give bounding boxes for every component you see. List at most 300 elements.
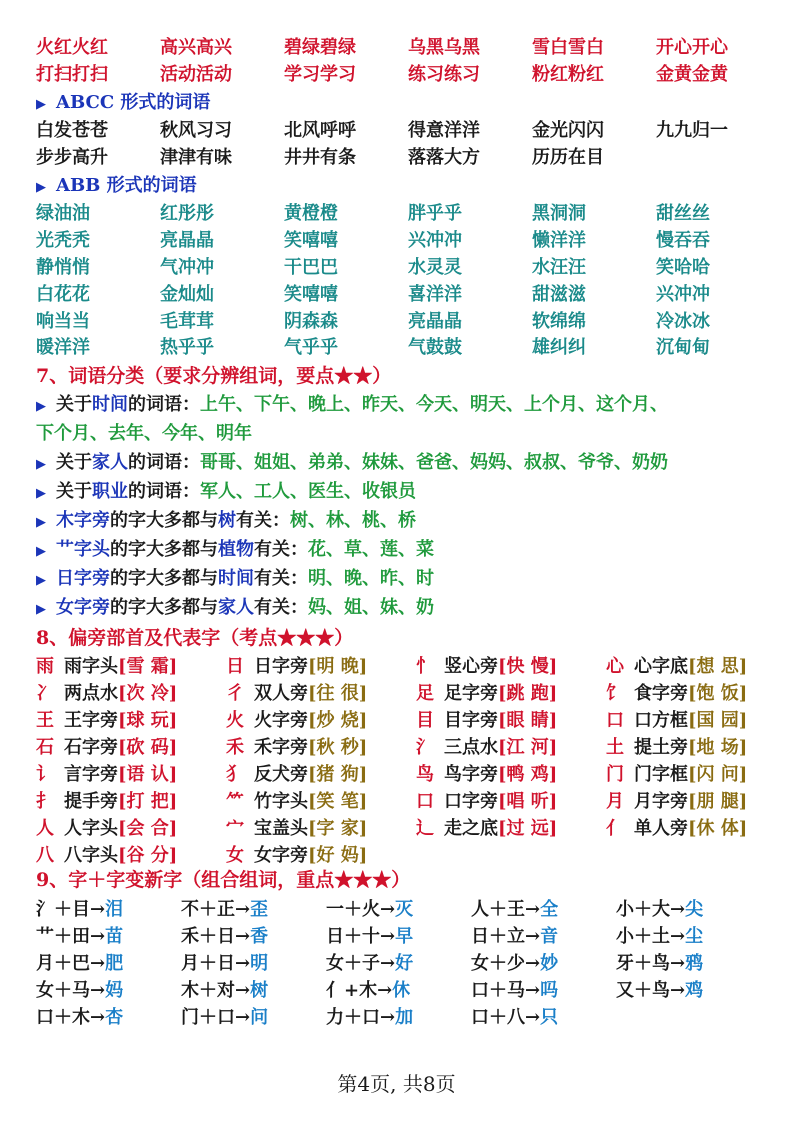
radical-char: 讠: [36, 764, 54, 785]
radical-char: 足: [416, 683, 434, 704]
label: 的字大多都与: [110, 597, 218, 618]
radical-examples: [快 慢]: [498, 656, 558, 677]
radical-name: 三点水: [444, 737, 498, 758]
triangle-bullet-icon: ▶: [36, 486, 46, 501]
word: 胖乎乎: [408, 203, 462, 224]
radical-name: 反犬旁: [254, 764, 308, 785]
radical-char: 宀: [226, 818, 244, 839]
radical-name: 单人旁: [634, 818, 688, 839]
radical-char: 门: [606, 764, 624, 785]
words: 妈、姐、妹、奶: [308, 597, 434, 618]
word: 高兴高兴: [160, 37, 232, 58]
combo-entry: [616, 923, 761, 951]
radical-name: 月字旁: [634, 791, 688, 812]
radical-name: 人字头: [64, 818, 118, 839]
combo-formula: 亻+木→: [326, 980, 393, 1001]
words: 哥哥、姐姐、弟弟、妹妹、爸爸、妈妈、叔叔、爷爷、奶奶: [200, 452, 668, 473]
word: 干巴巴: [284, 257, 338, 278]
word: 得意洋洋: [408, 120, 480, 141]
triangle-bullet-icon: ▶: [36, 97, 46, 112]
radical-entry: [416, 788, 606, 816]
word: 软绵绵: [532, 311, 586, 332]
radical-examples: [打 把]: [118, 791, 178, 812]
label: 关于: [56, 394, 92, 415]
abb-row-6: [36, 334, 786, 362]
radical-examples: [球 玩]: [118, 710, 178, 731]
radical-examples: [鸭 鸡]: [498, 764, 558, 785]
word: 黑洞洞: [532, 203, 586, 224]
abcc-heading-text: ABCC 形式的词语: [56, 92, 211, 113]
radical-char: 口: [606, 710, 624, 731]
radical-name: 走之底: [444, 818, 498, 839]
radical-char: 饣: [606, 683, 624, 704]
combo-result: 妙: [540, 953, 559, 974]
abb-row-5: [36, 308, 786, 336]
radical-name: 心字底: [634, 656, 688, 677]
radical-char: 雨: [36, 656, 54, 677]
radical-name: 言字旁: [64, 764, 118, 785]
abb-heading: [36, 172, 786, 200]
combo-entry: [36, 1004, 181, 1032]
section-8-title: 8、偏旁部首及代表字（考点★★★）: [36, 627, 354, 649]
radical-row: [36, 680, 786, 708]
radical-entry: [606, 707, 793, 735]
radical-name: 竖心旁: [444, 656, 498, 677]
word: 粉红粉红: [532, 64, 604, 85]
label: 的字大多都与: [110, 510, 218, 531]
radical-entry: [416, 761, 606, 789]
radical-examples: [地 场]: [688, 737, 748, 758]
radical-examples: [跳 跑]: [498, 683, 558, 704]
aabb-row-2: [36, 61, 786, 89]
triangle-bullet-icon: ▶: [36, 457, 46, 472]
radical-entry: [226, 815, 416, 843]
radical-char: 火: [226, 710, 244, 731]
radical-entry: [606, 815, 793, 843]
radical-examples: [想 思]: [688, 656, 748, 677]
radical-name: 火字旁: [254, 710, 308, 731]
abb-heading-text: ABB 形式的词语: [56, 175, 197, 196]
keyword: 家人: [92, 452, 128, 473]
label: 的词语：: [128, 481, 200, 502]
abcc-heading: [36, 89, 786, 117]
combo-formula: 小＋大→: [616, 899, 686, 920]
abb-row-2: [36, 227, 786, 255]
combo-formula: 氵＋目→: [36, 899, 106, 920]
word: 北风呼呼: [284, 120, 356, 141]
page-footer: 第4页, 共8页: [337, 1072, 456, 1096]
combo-entry: [616, 896, 761, 924]
combo-result: 香: [250, 926, 269, 947]
radical-entry: [226, 761, 416, 789]
words: 上午、下午、晚上、昨天、今天、明天、上个月、这个月、: [200, 394, 668, 415]
radical-entry: [36, 761, 226, 789]
radical-examples: [唱 听]: [498, 791, 558, 812]
triangle-bullet-icon: ▶: [36, 573, 46, 588]
radical-char: 禾: [226, 737, 244, 758]
section-9-title: 9、字＋字变新字（组合组词，重点★★★）: [36, 869, 411, 891]
radical-entry: [226, 788, 416, 816]
word: 金灿灿: [160, 284, 214, 305]
s7-grass: [36, 536, 786, 564]
radical-entry: [416, 653, 606, 681]
radical-char: 冫: [36, 683, 54, 704]
word: 喜洋洋: [408, 284, 462, 305]
label: 有关：: [254, 539, 308, 560]
radical-entry: [36, 680, 226, 708]
word: 活动活动: [160, 64, 232, 85]
abcc-row-2: [36, 144, 786, 172]
combo-formula: 女＋马→: [36, 980, 106, 1001]
radical-row: [36, 734, 786, 762]
word: 兴冲冲: [408, 230, 462, 251]
combo-result: 早: [395, 926, 414, 947]
word: 打扫打扫: [36, 64, 108, 85]
word: 历历在目: [532, 147, 604, 168]
abcc-row-1: [36, 117, 786, 145]
combo-formula: 女＋子→: [326, 953, 396, 974]
combo-row: [36, 977, 786, 1005]
radical-name: 八字头: [64, 845, 118, 866]
combo-formula: 口＋八→: [471, 1007, 541, 1028]
radical-name: 足字旁: [444, 683, 498, 704]
radical-entry: [36, 788, 226, 816]
combo-formula: 日＋十→: [326, 926, 396, 947]
radical-examples: [饱 饭]: [688, 683, 748, 704]
abb-row-3: [36, 254, 786, 282]
combo-formula: 小＋土→: [616, 926, 686, 947]
word: 笑嘻嘻: [284, 284, 338, 305]
radical-entry: [36, 815, 226, 843]
radical-name: 日字旁: [254, 656, 308, 677]
combo-formula: 不＋正→: [181, 899, 251, 920]
radical-examples: [明 晚]: [308, 656, 368, 677]
radical-examples: [雪 霜]: [118, 656, 178, 677]
combo-entry: [181, 923, 326, 951]
combo-entry: [471, 950, 616, 978]
word: 气鼓鼓: [408, 337, 462, 358]
radical-name: 王字旁: [64, 710, 118, 731]
radical-name: 禾字旁: [254, 737, 308, 758]
combo-entry: [616, 977, 761, 1005]
radical-char: ⺮: [226, 791, 244, 812]
combo-entry: [181, 1004, 326, 1032]
radical-examples: [炒 烧]: [308, 710, 368, 731]
combo-entry: [326, 1004, 471, 1032]
combo-entry: [181, 896, 326, 924]
combo-result: 苗: [105, 926, 124, 947]
radical-name: 鸟字旁: [444, 764, 498, 785]
s7-sun: [36, 565, 786, 593]
radical-examples: [眼 睛]: [498, 710, 558, 731]
radical-char: 石: [36, 737, 54, 758]
combo-result: 只: [540, 1007, 559, 1028]
word: 学习学习: [284, 64, 356, 85]
word: 金黄金黄: [656, 64, 728, 85]
combo-entry: [181, 977, 326, 1005]
label: 有关：: [236, 510, 290, 531]
label: 有关：: [254, 568, 308, 589]
combo-formula: 木＋对→: [181, 980, 251, 1001]
abb-row-1: [36, 200, 786, 228]
radical-entry: [606, 788, 793, 816]
radical-examples: [猪 狗]: [308, 764, 368, 785]
combo-result: 肥: [105, 953, 124, 974]
word: 金光闪闪: [532, 120, 604, 141]
radical-name: 口方框: [634, 710, 688, 731]
label: 的词语：: [128, 394, 200, 415]
radical-entry: [36, 707, 226, 735]
radical-char: 月: [606, 791, 624, 812]
radical-row: [36, 815, 786, 843]
triangle-bullet-icon: ▶: [36, 602, 46, 617]
word: 白花花: [36, 284, 90, 305]
radical-name: 石字旁: [64, 737, 118, 758]
word: 暖洋洋: [36, 337, 90, 358]
word: 水汪汪: [532, 257, 586, 278]
combo-entry: [471, 977, 616, 1005]
combo-result: 尖: [685, 899, 704, 920]
section-7-title: 7、词语分类（要求分辨组词，要点★★）: [36, 365, 392, 387]
radical-name: 提土旁: [634, 737, 688, 758]
radical-name: 提手旁: [64, 791, 118, 812]
radical-entry: [226, 734, 416, 762]
combo-result: 音: [540, 926, 559, 947]
s7-wood: [36, 507, 786, 535]
word: 白发苍苍: [36, 120, 108, 141]
radical-name: 口字旁: [444, 791, 498, 812]
radical-name: 目字旁: [444, 710, 498, 731]
combo-result: 问: [250, 1007, 269, 1028]
word: 绿油油: [36, 203, 90, 224]
combo-formula: 月＋巴→: [36, 953, 106, 974]
radical-char: 王: [36, 710, 54, 731]
word: 毛茸茸: [160, 311, 214, 332]
radical-name: 食字旁: [634, 683, 688, 704]
word: 响当当: [36, 311, 90, 332]
radical-row: [36, 788, 786, 816]
s7-time-cont: 下个月、去年、今年、明年: [36, 423, 252, 444]
combo-entry: [36, 950, 181, 978]
combo-entry: [36, 977, 181, 1005]
combo-entry: [36, 896, 181, 924]
radical-name: 门字框: [634, 764, 688, 785]
triangle-bullet-icon: ▶: [36, 399, 46, 414]
radical-char: 鸟: [416, 764, 434, 785]
radical-examples: [会 合]: [118, 818, 178, 839]
combo-formula: 艹＋田→: [36, 926, 106, 947]
radical-char: 辶: [416, 818, 434, 839]
radical-char: 彳: [226, 683, 244, 704]
words: 花、草、莲、菜: [308, 539, 434, 560]
radical-entry: [416, 734, 606, 762]
radical-entry: [416, 707, 606, 735]
combo-entry: [471, 1004, 616, 1032]
radical-entry: [606, 680, 793, 708]
word: 井井有条: [284, 147, 356, 168]
label: 有关：: [254, 597, 308, 618]
combo-entry: [326, 923, 471, 951]
radical-entry: [36, 734, 226, 762]
radical-examples: [语 认]: [118, 764, 178, 785]
word: 雄纠纠: [532, 337, 586, 358]
word: 亮晶晶: [408, 311, 462, 332]
words: 树、林、桃、桥: [290, 510, 416, 531]
keyword: 植物: [218, 539, 254, 560]
combo-formula: 口＋马→: [471, 980, 541, 1001]
word: 黄橙橙: [284, 203, 338, 224]
combo-result: 加: [395, 1007, 414, 1028]
radical-entry: [606, 761, 793, 789]
radical-name: 两点水: [64, 683, 118, 704]
keyword: 家人: [218, 597, 254, 618]
word: 秋风习习: [160, 120, 232, 141]
radical-examples: [谷 分]: [118, 845, 178, 866]
s7-time: [36, 391, 786, 419]
word: 亮晶晶: [160, 230, 214, 251]
word: 津津有味: [160, 147, 232, 168]
radical-examples: [休 体]: [688, 818, 748, 839]
radical-char: 人: [36, 818, 54, 839]
combo-formula: 人＋王→: [471, 899, 541, 920]
s7-job: [36, 478, 786, 506]
radical-entry: [606, 734, 793, 762]
combo-formula: 口＋木→: [36, 1007, 106, 1028]
triangle-bullet-icon: ▶: [36, 544, 46, 559]
word: 甜丝丝: [656, 203, 710, 224]
radical-name: 竹字头: [254, 791, 308, 812]
radical-examples: [朋 腿]: [688, 791, 748, 812]
keyword: 时间: [92, 394, 128, 415]
radical-name: 宝盖头: [254, 818, 308, 839]
radical-char: 土: [606, 737, 624, 758]
word: 气冲冲: [160, 257, 214, 278]
combo-entry: [471, 896, 616, 924]
radical-examples: [往 很]: [308, 683, 368, 704]
word: 碧绿碧绿: [284, 37, 356, 58]
radical-row: [36, 707, 786, 735]
radical-name: 双人旁: [254, 683, 308, 704]
word: 慢吞吞: [656, 230, 710, 251]
combo-result: 树: [250, 980, 269, 1001]
keyword: 时间: [218, 568, 254, 589]
word: 沉甸甸: [656, 337, 710, 358]
radical-examples: [砍 码]: [118, 737, 178, 758]
radical-char: 女: [226, 845, 244, 866]
radical-entry: [416, 680, 606, 708]
radical-examples: [次 冷]: [118, 683, 178, 704]
words: 军人、工人、医生、收银员: [200, 481, 416, 502]
label: 关于: [56, 481, 92, 502]
word: 冷冰冰: [656, 311, 710, 332]
radical-examples: [秋 秒]: [308, 737, 368, 758]
word: 乌黑乌黑: [408, 37, 480, 58]
radical-examples: [过 远]: [498, 818, 558, 839]
radical-char: 忄: [416, 656, 434, 677]
combo-entry: [36, 923, 181, 951]
word: 气乎乎: [284, 337, 338, 358]
radical-examples: [字 家]: [308, 818, 368, 839]
radical-entry: [226, 707, 416, 735]
radical-char: 犭: [226, 764, 244, 785]
radical-char: 氵: [416, 737, 434, 758]
radical-examples: [闪 问]: [688, 764, 748, 785]
radical-entry: [226, 653, 416, 681]
combo-row: [36, 923, 786, 951]
s7-woman: [36, 594, 786, 622]
combo-entry: [616, 950, 761, 978]
combo-formula: 女＋少→: [471, 953, 541, 974]
combo-result: 鸦: [685, 953, 704, 974]
label: 的字大多都与: [110, 539, 218, 560]
word: 光秃秃: [36, 230, 90, 251]
radical-name: 雨字头: [64, 656, 118, 677]
combo-result: 歪: [250, 899, 269, 920]
combo-formula: 又＋鸟→: [616, 980, 686, 1001]
triangle-bullet-icon: ▶: [36, 515, 46, 530]
radical: 女字旁: [56, 597, 110, 618]
combo-formula: 日＋立→: [471, 926, 541, 947]
radical: 木字旁: [56, 510, 110, 531]
combo-formula: 门＋口→: [181, 1007, 251, 1028]
word: 水灵灵: [408, 257, 462, 278]
word: 阴森森: [284, 311, 338, 332]
radical-char: 口: [416, 791, 434, 812]
combo-entry: [181, 950, 326, 978]
radical: 日字旁: [56, 568, 110, 589]
aabb-row-1: [36, 34, 786, 62]
label: 关于: [56, 452, 92, 473]
combo-result: 灭: [395, 899, 414, 920]
combo-row: [36, 950, 786, 978]
word: 步步高升: [36, 147, 108, 168]
combo-result: 休: [392, 980, 411, 1001]
radical-entry: [416, 815, 606, 843]
word: 练习练习: [408, 64, 480, 85]
word: 兴冲冲: [656, 284, 710, 305]
radical-char: 目: [416, 710, 434, 731]
combo-formula: 禾＋日→: [181, 926, 251, 947]
radical-examples: [好 妈]: [308, 845, 368, 866]
radical-entry: [36, 653, 226, 681]
combo-result: 全: [540, 899, 559, 920]
word: 开心开心: [656, 37, 728, 58]
word: 雪白雪白: [532, 37, 604, 58]
triangle-bullet-icon: ▶: [36, 180, 46, 195]
combo-result: 鸡: [685, 980, 704, 1001]
word: 红彤彤: [160, 203, 214, 224]
combo-entry: [326, 977, 471, 1005]
combo-row: [36, 1004, 786, 1032]
combo-entry: [471, 923, 616, 951]
radical-char: 心: [606, 656, 624, 677]
word: 甜滋滋: [532, 284, 586, 305]
radical-char: 日: [226, 656, 244, 677]
word: 热乎乎: [160, 337, 214, 358]
radical-row: [36, 761, 786, 789]
keyword: 职业: [92, 481, 128, 502]
combo-result: 妈: [105, 980, 124, 1001]
radical-row: [36, 653, 786, 681]
combo-formula: 牙＋鸟→: [616, 953, 686, 974]
combo-entry: [326, 896, 471, 924]
radical-entry: [226, 680, 416, 708]
radical-char: 扌: [36, 791, 54, 812]
combo-result: 明: [250, 953, 269, 974]
combo-result: 杏: [105, 1007, 124, 1028]
combo-entry: [326, 950, 471, 978]
word: 笑嘻嘻: [284, 230, 338, 251]
